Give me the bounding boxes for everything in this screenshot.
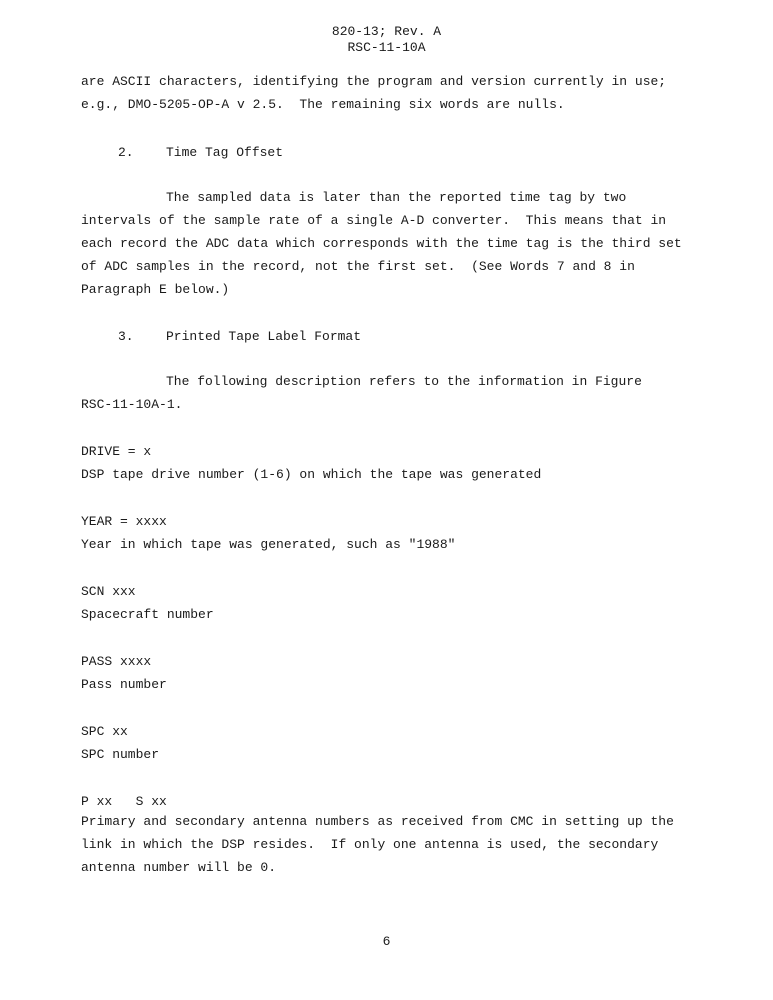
section-2-line-1: The sampled data is later than the reported time tag by two (166, 190, 627, 205)
header-doc-number: 820-13; Rev. A (331, 24, 442, 39)
section-2-number: 2. (118, 145, 134, 160)
section-2-line-5: Paragraph E below.) (81, 282, 230, 297)
field-pass-description: Pass number (81, 677, 167, 692)
page-number: 6 (382, 934, 391, 949)
field-drive-description: DSP tape drive number (1-6) on which the tape was generated (81, 467, 542, 482)
field-year-description: Year in which tape was generated, such as "1988" (81, 537, 456, 552)
field-pass-label: PASS xxxx (81, 654, 152, 669)
intro-line-1: are ASCII characters, identifying the program and version currently in use; (81, 74, 667, 89)
field-antenna-label: P xx S xx (81, 794, 167, 809)
section-2-line-3: each record the ADC data which corresponds with the time tag is the third set (81, 236, 682, 251)
field-scn-description: Spacecraft number (81, 607, 214, 622)
section-2-title: Time Tag Offset (166, 145, 284, 160)
section-2-line-4: of ADC samples in the record, not the first set. (See Words 7 and 8 in (81, 259, 635, 274)
section-2-line-2: intervals of the sample rate of a single A-D converter. This means that in (81, 213, 667, 228)
header-doc-id: RSC-11-10A (347, 40, 426, 55)
field-drive-label: DRIVE = x (81, 444, 152, 459)
field-scn-label: SCN xxx (81, 584, 136, 599)
field-antenna-description-line-1: Primary and secondary antenna numbers as received from CMC in setting up the (81, 814, 674, 829)
section-3-line-1: The following description refers to the information in Figure (166, 374, 642, 389)
field-spc-description: SPC number (81, 747, 160, 762)
field-spc-label: SPC xx (81, 724, 128, 739)
intro-line-2: e.g., DMO-5205-OP-A v 2.5. The remaining six words are nulls. (81, 97, 565, 112)
section-3-title: Printed Tape Label Format (166, 329, 362, 344)
section-3-number: 3. (118, 329, 134, 344)
section-3-line-2: RSC-11-10A-1. (81, 397, 183, 412)
field-year-label: YEAR = xxxx (81, 514, 167, 529)
field-antenna-description-line-2: link in which the DSP resides. If only one antenna is used, the secondary (81, 837, 659, 852)
field-antenna-description-line-3: antenna number will be 0. (81, 860, 277, 875)
